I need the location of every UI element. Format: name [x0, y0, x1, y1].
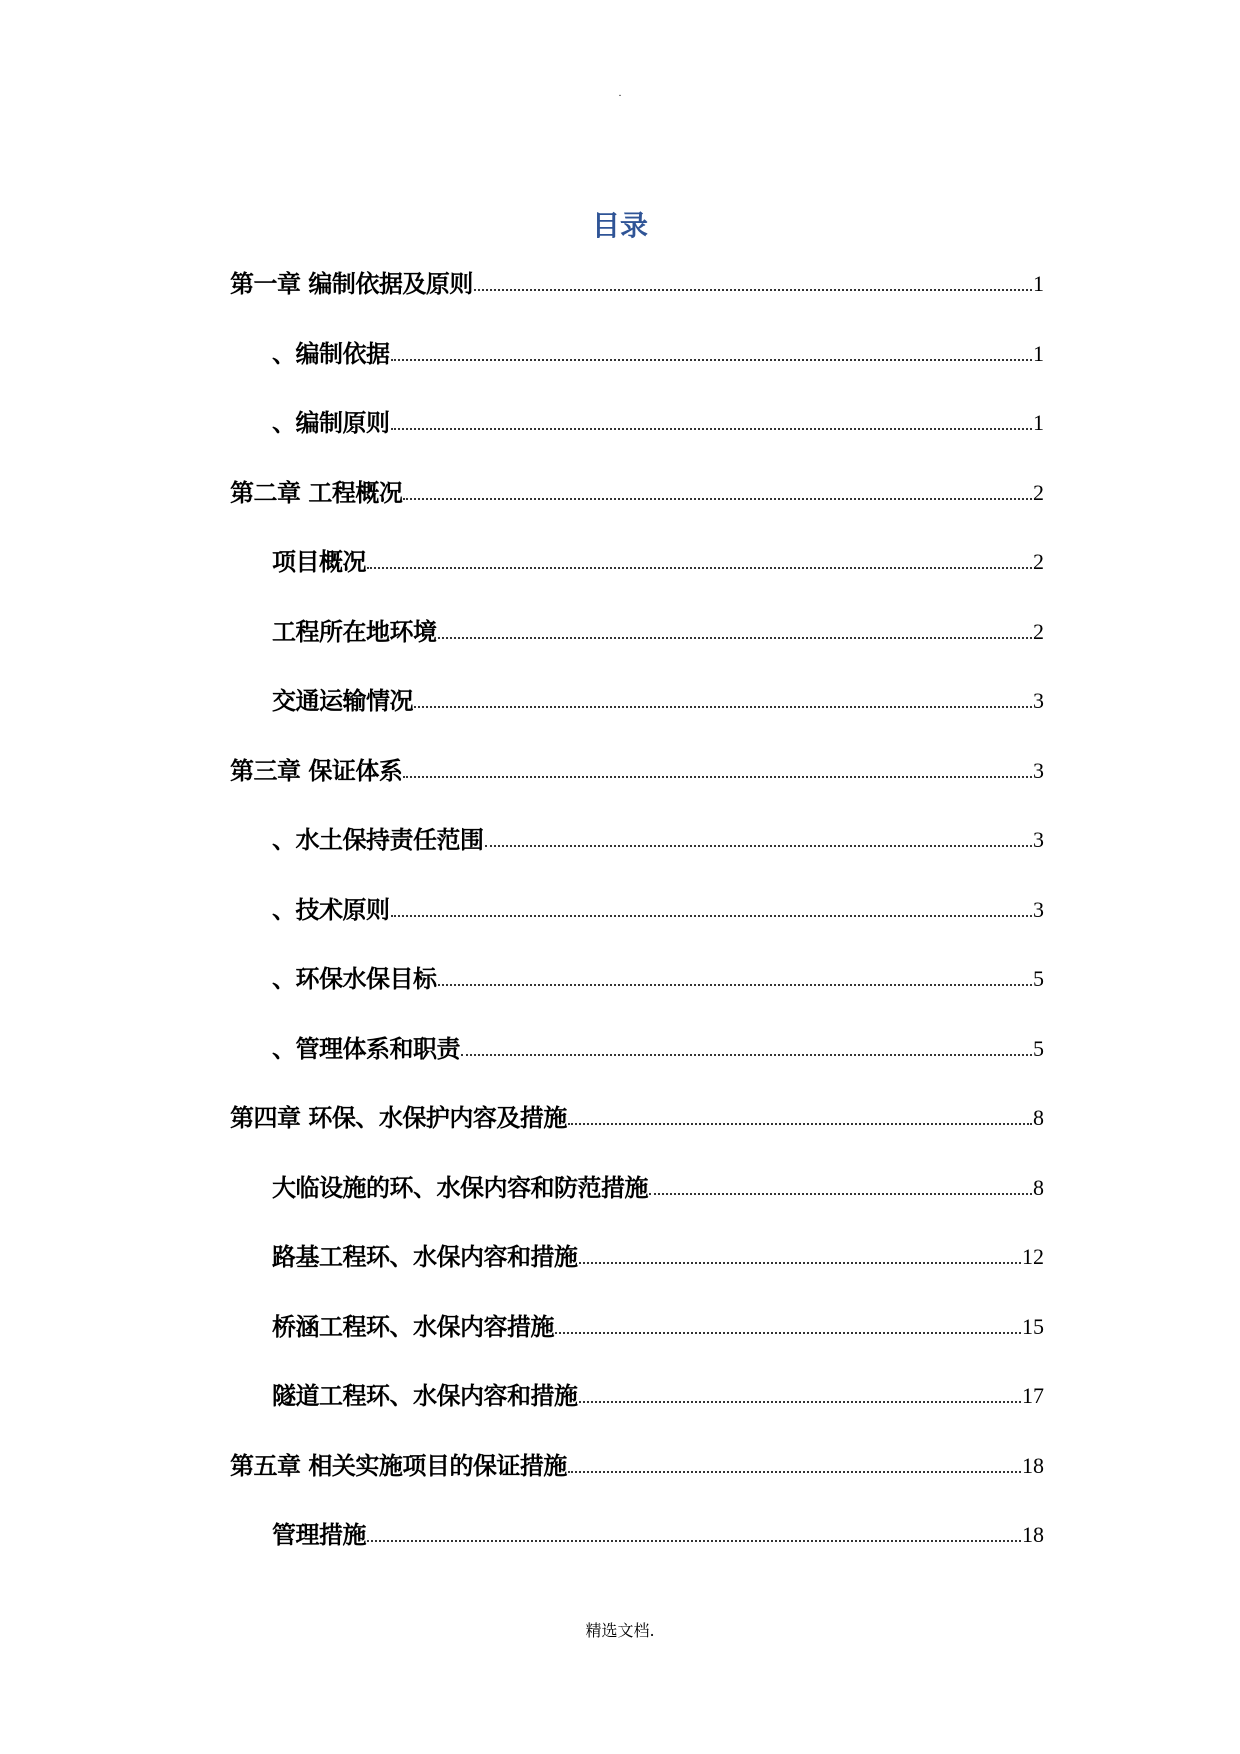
toc-section-entry[interactable]	[272, 1372, 1044, 1412]
toc-section-entry[interactable]	[272, 1303, 1044, 1343]
toc-dot-leader	[555, 1332, 1021, 1334]
toc-page-number: 3	[1033, 896, 1044, 922]
toc-page-number: 2	[1033, 479, 1044, 505]
toc-page-number: 1	[1033, 271, 1044, 296]
toc-section-entry[interactable]	[272, 608, 1044, 648]
toc-dot-leader	[568, 1123, 1032, 1125]
toc-section-entry[interactable]	[272, 677, 1044, 717]
toc-chapter-entry[interactable]	[230, 1094, 1044, 1134]
toc-page-number: 1	[1033, 340, 1044, 366]
toc-entry-title: 、编制依据	[272, 339, 390, 368]
toc-dot-leader	[414, 706, 1032, 708]
toc-entry-title: 第三章 保证体系	[230, 756, 403, 785]
toc-entry-title: 、技术原则	[272, 895, 390, 924]
toc-dot-leader	[391, 359, 1033, 361]
toc-entry-title: 工程所在地环境	[272, 617, 437, 646]
toc-dot-leader	[403, 776, 1032, 778]
toc-page-number: 18	[1022, 1452, 1044, 1478]
toc-dot-leader	[485, 845, 1033, 847]
toc-dot-leader	[367, 567, 1032, 569]
toc-entry-title: 交通运输情况	[272, 687, 413, 715]
toc-page-number: 8	[1033, 1105, 1044, 1130]
toc-section-entry[interactable]	[272, 1233, 1044, 1273]
toc-page-number: 18	[1022, 1522, 1044, 1547]
toc-page-number: 8	[1033, 1174, 1044, 1200]
toc-section-entry[interactable]	[272, 330, 1044, 370]
toc-dot-leader	[391, 915, 1033, 917]
toc-page-number: 2	[1033, 549, 1044, 574]
toc-entry-title: 桥涵工程环、水保内容措施	[272, 1312, 554, 1341]
toc-section-entry[interactable]	[272, 886, 1044, 926]
toc-chapter-entry[interactable]	[230, 260, 1044, 300]
toc-entry-title: 第一章 编制依据及原则	[230, 270, 473, 298]
toc-dot-leader	[579, 1401, 1022, 1403]
toc-entry-title: 、编制原则	[272, 409, 390, 437]
toc-page-number: 2	[1033, 618, 1044, 644]
toc-page-number: 5	[1033, 966, 1044, 991]
toc-section-entry[interactable]	[272, 1511, 1044, 1551]
toc-title: 目录	[591, 209, 648, 242]
toc-page-number: 15	[1022, 1313, 1044, 1339]
header-mark: .	[618, 88, 622, 99]
toc-dot-leader	[403, 498, 1032, 500]
toc-page-number: 3	[1033, 757, 1044, 783]
toc-page-number: 5	[1033, 1035, 1044, 1061]
toc-section-entry[interactable]	[272, 1164, 1044, 1204]
toc-page-number: 17	[1022, 1383, 1044, 1408]
toc-section-entry[interactable]	[272, 955, 1044, 995]
toc-dot-leader	[579, 1262, 1022, 1264]
toc-entry-title: 、环保水保目标	[272, 965, 437, 993]
toc-dot-leader	[438, 984, 1033, 986]
toc-section-entry[interactable]	[272, 399, 1044, 439]
toc-entry-title: 、管理体系和职责	[272, 1034, 460, 1063]
toc-section-entry[interactable]	[272, 816, 1044, 856]
toc-entry-title: 大临设施的环、水保内容和防范措施	[272, 1173, 648, 1202]
toc-page-number: 12	[1022, 1244, 1044, 1269]
toc-page-number: 3	[1033, 827, 1044, 852]
toc-entry-title: 项目概况	[272, 548, 366, 576]
toc-dot-leader	[367, 1540, 1021, 1542]
footer-text: 精选文档.	[585, 1621, 655, 1640]
toc-entry-title: 路基工程环、水保内容和措施	[272, 1243, 578, 1271]
toc-entry-title: 管理措施	[272, 1521, 366, 1549]
toc-entry-title: 第四章 环保、水保护内容及措施	[230, 1104, 567, 1132]
toc-entry-title: 第二章 工程概况	[230, 478, 403, 507]
toc-chapter-entry[interactable]	[230, 469, 1044, 509]
toc-dot-leader	[568, 1471, 1021, 1473]
toc-entry-title: 隧道工程环、水保内容和措施	[272, 1382, 578, 1410]
toc-section-entry[interactable]	[272, 538, 1044, 578]
toc-dot-leader	[649, 1193, 1032, 1195]
toc-entry-title: 第五章 相关实施项目的保证措施	[230, 1451, 567, 1480]
toc-dot-leader	[391, 428, 1033, 430]
toc-dot-leader	[474, 289, 1032, 291]
toc-dot-leader	[438, 637, 1033, 639]
toc-page-number: 1	[1033, 410, 1044, 435]
toc-entry-title: 、水土保持责任范围	[272, 826, 484, 854]
toc-section-entry[interactable]	[272, 1025, 1044, 1065]
toc-chapter-entry[interactable]	[230, 747, 1044, 787]
toc-page-number: 3	[1033, 688, 1044, 713]
toc-dot-leader	[461, 1054, 1032, 1056]
toc-chapter-entry[interactable]	[230, 1442, 1044, 1482]
